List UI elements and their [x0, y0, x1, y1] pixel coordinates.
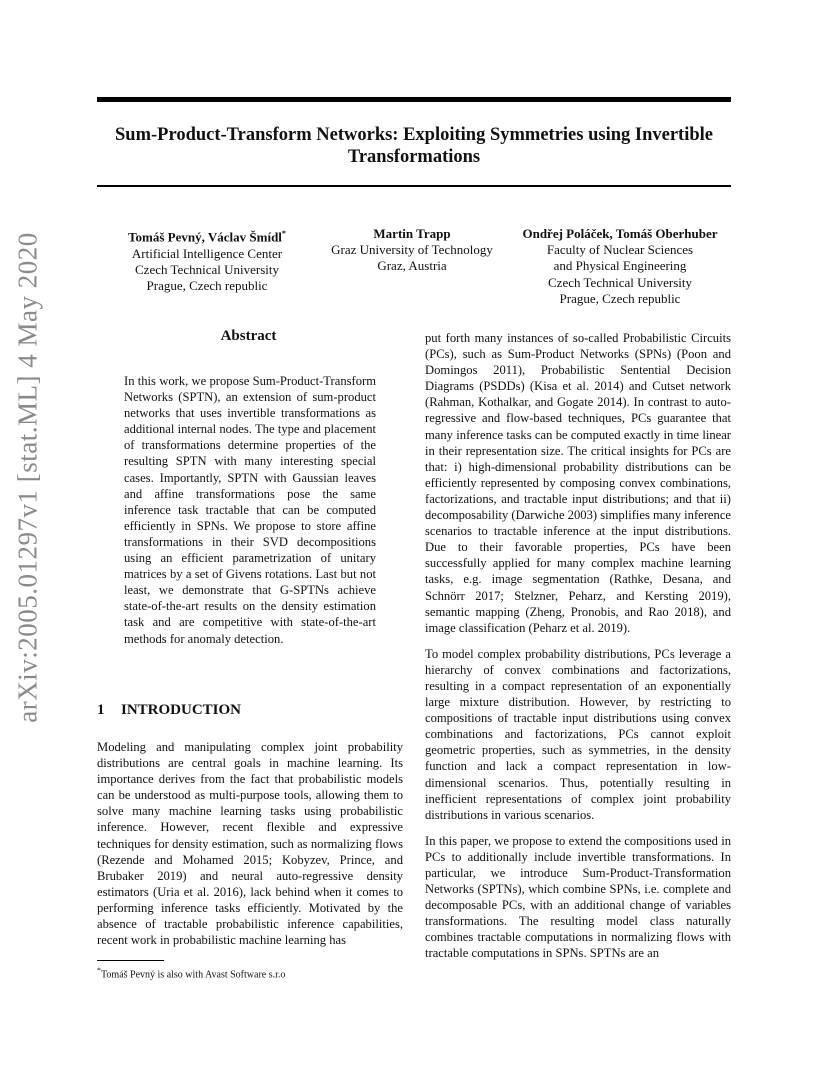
affiliation-line: Faculty of Nuclear Sciences: [546, 242, 694, 258]
affiliation-line: Graz, Austria: [377, 258, 447, 274]
footnote-rule: [97, 960, 164, 961]
title-bottom-rule: [97, 185, 731, 187]
right-column: [425, 330, 731, 972]
body-paragraph: To model complex probability distributions, PCs leverage a hierarchy of convex combinations and factorizations, resulting in a compact representation of an exponentially large mixture distribution. However, by restricting to compositions of tractable input distributions using convex combinations and factorizations, PCs cannot exploit geometric properties, such as symmetries, in the density function and lack a compact representation in low-dimensional scenarios. Thus, potentially resulting in inefficient representations of complex joint probability distributions in various scenarios.: [425, 646, 731, 822]
arxiv-identifier-stamp[interactable]: arXiv:2005.01297v1 [stat.ML] 4 May 2020: [12, 232, 43, 723]
affiliation-line: Prague, Czech republic: [559, 290, 681, 306]
author-names-3: Ondřej Poláček, Tomáš Oberhuber: [522, 226, 718, 241]
paper-title: [97, 124, 731, 168]
abstract-body: In this work, we propose Sum-Product-Transform Networks (SPTN), an extension of sum-product networks that uses invertible transformations as additional internal nodes. The type and placement of transformations determine properties of the resulting SPTN with many interesting special cases. Importantly, SPTN with Gaussian leaves and affine transformations pose the same inference task tractable that can be computed efficiently in SPNs. We propose to store affine transformations in their SVD decompositions using an efficient parametrization of unitary matrices by a set of Givens rotations. Last but not least, we demonstrate that G-SPTNs achieve state-of-the-art results on the density estimation task and are competitive with state-of-the-art methods for anomaly detection.: [124, 374, 376, 646]
author-names-1: Tomáš Pevný, Václav Šmídl*: [128, 229, 286, 245]
body-paragraph: In this paper, we propose to extend the compositions used in PCs to additionally include invertible transformations. In particular, we introduce Sum-Product-Transformation Networks (SPTNs), which combine SPNs, i.e. complete and decomposable PCs, with an additional change of variables transformations. The resulting model class naturally combines tractable computations in normalizing flows with tractable computations in SPNs. SPTNs are an: [425, 833, 731, 961]
affiliation-line: Prague, Czech republic: [146, 277, 268, 293]
footnote: *Tomáš Pevný is also with Avast Software s.r.o: [97, 966, 286, 981]
affiliation-line: Graz University of Technology: [331, 242, 493, 258]
affiliation-line: Artificial Intelligence Center: [131, 245, 283, 261]
top-rule: [97, 97, 731, 102]
author-block-1: [97, 226, 317, 294]
section-title: INTRODUCTION: [121, 702, 242, 718]
title-line-2: Transformations: [347, 147, 481, 167]
author-block-3: [509, 226, 731, 307]
abstract-heading: Abstract: [220, 328, 277, 344]
intro-paragraph-left: Modeling and manipulating complex joint probability distributions are central goals in machine learning. Its importance derives from the fact that probabilistic models can be understood as multi-purpose tools, allowing them to solve many machine learning tasks using probabilistic inference. However, recent flexible and expressive techniques for density estimation, such as normalizing flows (Rezende and Mohamed 2015; Kobyzev, Prince, and Brubaker 2019) and neural auto-regressive density estimators (Uria et al. 2016), lack behind when it comes to performing inference tasks efficiently. Motivated by the absence of tractable probabilistic inference capabilities, recent work in probabilistic machine learning has: [97, 740, 403, 948]
affiliation-line: Czech Technical University: [548, 274, 692, 290]
author-block-2: [312, 226, 512, 275]
affiliation-line: Czech Technical University: [135, 261, 279, 277]
affiliation-line: and Physical Engineering: [553, 258, 687, 274]
section-heading: [97, 702, 241, 719]
author-names-2: Martin Trapp: [373, 226, 451, 241]
title-line-1: Sum-Product-Transform Networks: Exploiting Symmetries using Invertible: [115, 125, 713, 145]
section-number: 1: [97, 702, 105, 718]
body-paragraph: put forth many instances of so-called Probabilistic Circuits (PCs), such as Sum-Product Networks (SPNs) (Poon and Domingos 2011), Probabilistic Sentential Decision Diagrams (PSDDs) (Kisa et al. 2014) and Cutset network (Rahman, Kothalkar, and Gogate 2014). In contrast to auto-regressive and flow-based techniques, PCs guarantee that many inference tasks can be computed exactly in time linear in their representation size. The critical insights for PCs are that: i) high-dimensional probability distributions can be efficiently represented by composing convex combinations, factorizations, and tractable input distributions; and that ii) decomposability (Darwiche 2003) simplifies many inference scenarios to tractable inference at the input distributions. Due to their favorable properties, PCs have been successfully applied for many complex machine learning tasks, e.g. image segmentation (Rathke, Desana, and Schnörr 2017; Stelzner, Peharz, and Kersting 2019), semantic mapping (Zheng, Pronobis, and Rao 2018), and image classification (Peharz et al. 2019).: [425, 331, 732, 635]
